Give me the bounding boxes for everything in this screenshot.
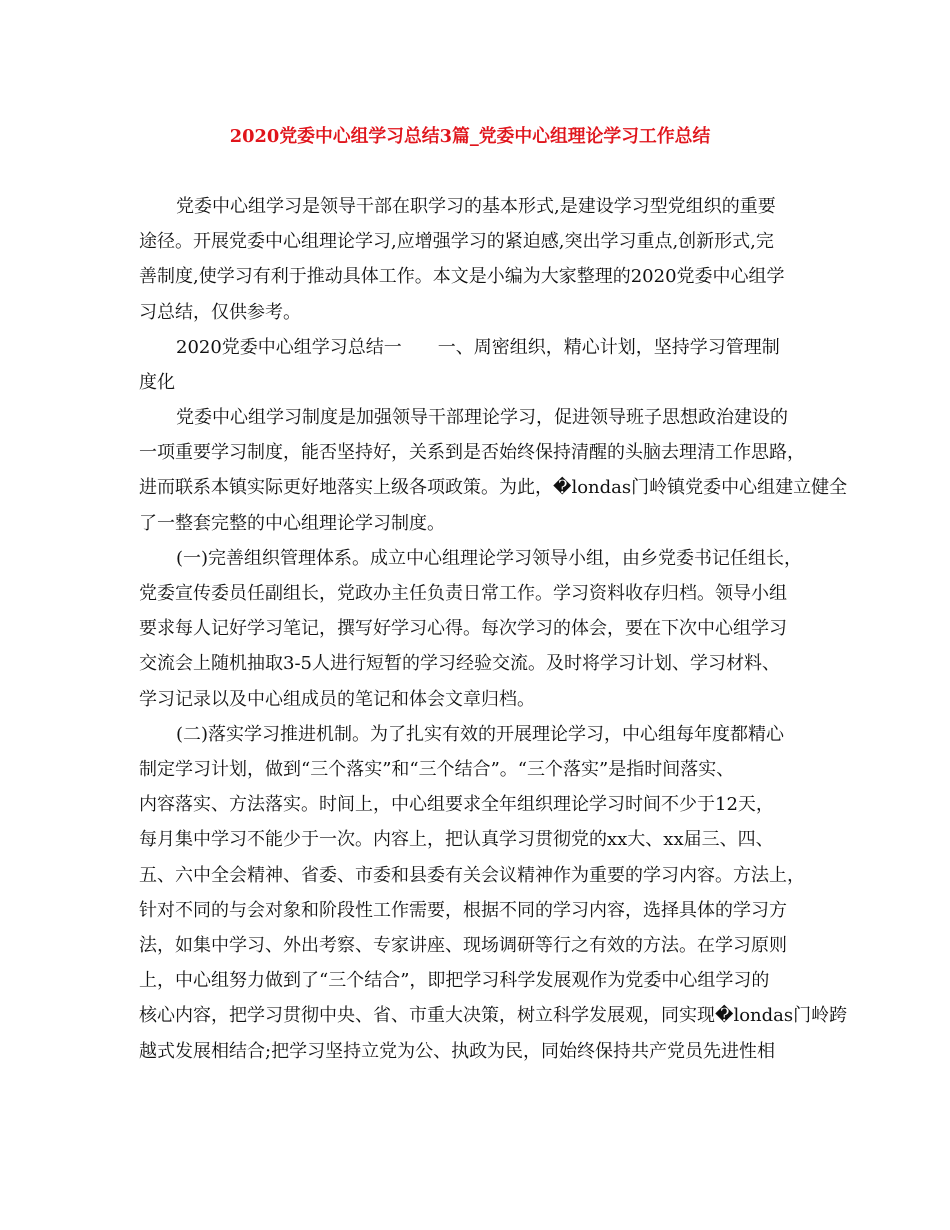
paragraph-line: 一项重要学习制度，能否坚持好，关系到是否始终保持清醒的头脑去理清工作思路， [139,442,805,463]
paragraph-line: (二)落实学习推进机制。为了扎实有效的开展理论学习，中心组每年度都精心 [176,724,785,745]
paragraph-line: 要求每人记好学习笔记，撰写好学习心得。每次学习的体会，要在下次中心组学习 [139,618,787,639]
paragraph-line: 五、六中全会精神、省委、市委和县委有关会议精神作为重要的学习内容。方法上， [139,865,805,886]
paragraph-line: 上，中心组努力做到了“三个结合”，即把学习科学发展观作为党委中心组学习的 [139,970,770,991]
paragraph-line: 法，如集中学习、外出考察、专家讲座、现场调研等行之有效的方法。在学习原则 [139,935,787,956]
paragraph-line: 习总结，仅供参考。 [139,302,301,323]
paragraph-line: 党委宣传委员任副组长，党政办主任负责日常工作。学习资料收存归档。领导小组 [139,583,787,604]
paragraph-line: 内容落实、方法落实。时间上，中心组要求全年组织理论学习时间不少于12天， [139,794,774,815]
paragraph-line: 每月集中学习不能少于一次。内容上，把认真学习贯彻党的xx大、xx届三、四、 [139,829,774,850]
paragraph-line: 善制度,使学习有利于推动具体工作。本文是小编为大家整理的2020党委中心组学 [139,266,785,287]
paragraph-line: 党委中心组学习是领导干部在职学习的基本形式,是建设学习型党组织的重要 [176,196,776,217]
section-heading-line: 度化 [139,372,175,393]
paragraph-line: 党委中心组学习制度是加强领导干部理论学习，促进领导班子思想政治建设的 [176,407,788,428]
paragraph-line: 交流会上随机抽取3-5人进行短暂的学习经验交流。及时将学习计划、学习材料、 [139,653,780,674]
paragraph-line: 了一整套完整的中心组理论学习制度。 [139,513,445,534]
paragraph-line: 针对不同的与会对象和阶段性工作需要，根据不同的学习内容，选择具体的学习方 [139,900,787,921]
paragraph-line: 制定学习计划，做到“三个落实”和“三个结合”。“三个落实”是指时间落实、 [139,759,735,780]
document-title: 2020党委中心组学习总结3篇_党委中心组理论学习工作总结 [229,126,711,147]
paragraph-line: 途径。开展党委中心组理论学习,应增强学习的紧迫感,突出学习重点,创新形式,完 [139,231,774,252]
paragraph-line: 越式发展相结合;把学习坚持立党为公、执政为民，同始终保持共产党员先进性相 [139,1041,776,1062]
paragraph-line: (一)完善组织管理体系。成立中心组理论学习领导小组，由乡党委书记任组长， [176,548,803,569]
paragraph-line: 核心内容，把学习贯彻中央、省、市重大决策，树立科学发展观，同实现�londas门岭跨 [139,1005,848,1026]
paragraph-line: 进而联系本镇实际更好地落实上级各项政策。为此，�londas门岭镇党委中心组建立健全 [139,477,848,498]
paragraph-line: 学习记录以及中心组成员的笔记和体会文章归档。 [139,689,535,710]
section-heading-line: 2020党委中心组学习总结一 一、周密组织，精心计划，坚持学习管理制 [176,337,780,358]
